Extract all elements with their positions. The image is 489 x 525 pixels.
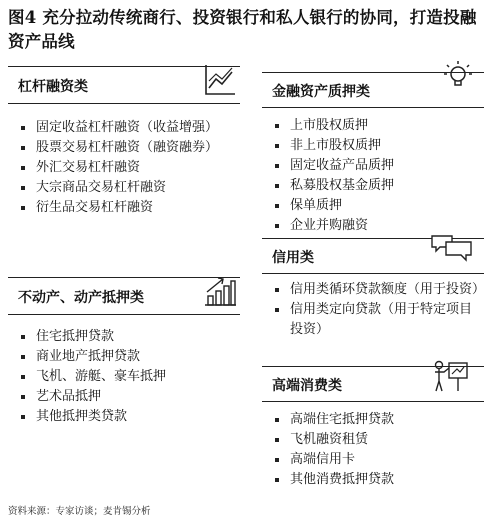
list-item: 艺术品抵押 bbox=[8, 387, 240, 407]
collateral-list bbox=[8, 327, 240, 427]
list-item: 高端住宅抵押贷款 bbox=[262, 410, 484, 430]
list-item: 其他抵押类贷款 bbox=[8, 407, 240, 427]
section-header-leverage bbox=[8, 66, 240, 104]
list-item: 商业地产抵押贷款 bbox=[8, 347, 240, 367]
list-item: 信用类循环贷款额度（用于投资） bbox=[262, 280, 484, 300]
list-item: 大宗商品交易杠杆融资 bbox=[8, 178, 240, 198]
pledge-list bbox=[262, 116, 484, 236]
list-item: 飞机融资租赁 bbox=[262, 430, 484, 450]
bar-chart-growth-icon bbox=[203, 274, 237, 308]
list-item: 股票交易杠杆融资（融资融券） bbox=[8, 138, 240, 158]
lightbulb-icon bbox=[442, 59, 474, 93]
credit-list bbox=[262, 280, 484, 340]
list-item: 衍生品交易杠杆融资 bbox=[8, 198, 240, 218]
list-item: 住宅抵押贷款 bbox=[8, 327, 240, 347]
list-item: 非上市股权质押 bbox=[262, 136, 484, 156]
presenter-icon bbox=[432, 359, 470, 393]
section-header-consumption bbox=[262, 366, 484, 402]
list-item: 上市股权质押 bbox=[262, 116, 484, 136]
section-title: 不动产、动产抵押类 bbox=[18, 290, 144, 306]
section-title: 杠杆融资类 bbox=[18, 79, 88, 95]
section-header-credit bbox=[262, 238, 484, 274]
section-title: 高端消费类 bbox=[272, 378, 342, 394]
list-item: 外汇交易杠杆融资 bbox=[8, 158, 240, 178]
section-title: 金融资产质押类 bbox=[272, 84, 370, 100]
section-header-collateral bbox=[8, 277, 240, 315]
list-item: 其他消费抵押贷款 bbox=[262, 470, 484, 490]
consumption-list bbox=[262, 410, 484, 490]
list-item: 飞机、游艇、豪车抵押 bbox=[8, 367, 240, 387]
speech-bubbles-icon bbox=[430, 233, 474, 263]
list-item: 私募股权基金质押 bbox=[262, 176, 484, 196]
figure-title: 图4 充分拉动传统商行、投资银行和私人银行的协同，打造投融资产品线 bbox=[8, 8, 477, 51]
list-item: 保单质押 bbox=[262, 196, 484, 216]
source-note: 资料来源：专家访谈；麦肯锡分析 bbox=[8, 506, 151, 517]
list-item: 固定收益杠杆融资（收益增强） bbox=[8, 118, 240, 138]
list-item: 高端信用卡 bbox=[262, 450, 484, 470]
section-header-pledge bbox=[262, 72, 484, 108]
list-item: 企业并购融资 bbox=[262, 216, 484, 236]
leverage-list bbox=[8, 118, 240, 218]
line-chart-icon bbox=[203, 63, 237, 97]
list-item: 信用类定向贷款（用于特定项目投资） bbox=[262, 300, 484, 340]
list-item: 固定收益产品质押 bbox=[262, 156, 484, 176]
section-title: 信用类 bbox=[272, 250, 314, 266]
